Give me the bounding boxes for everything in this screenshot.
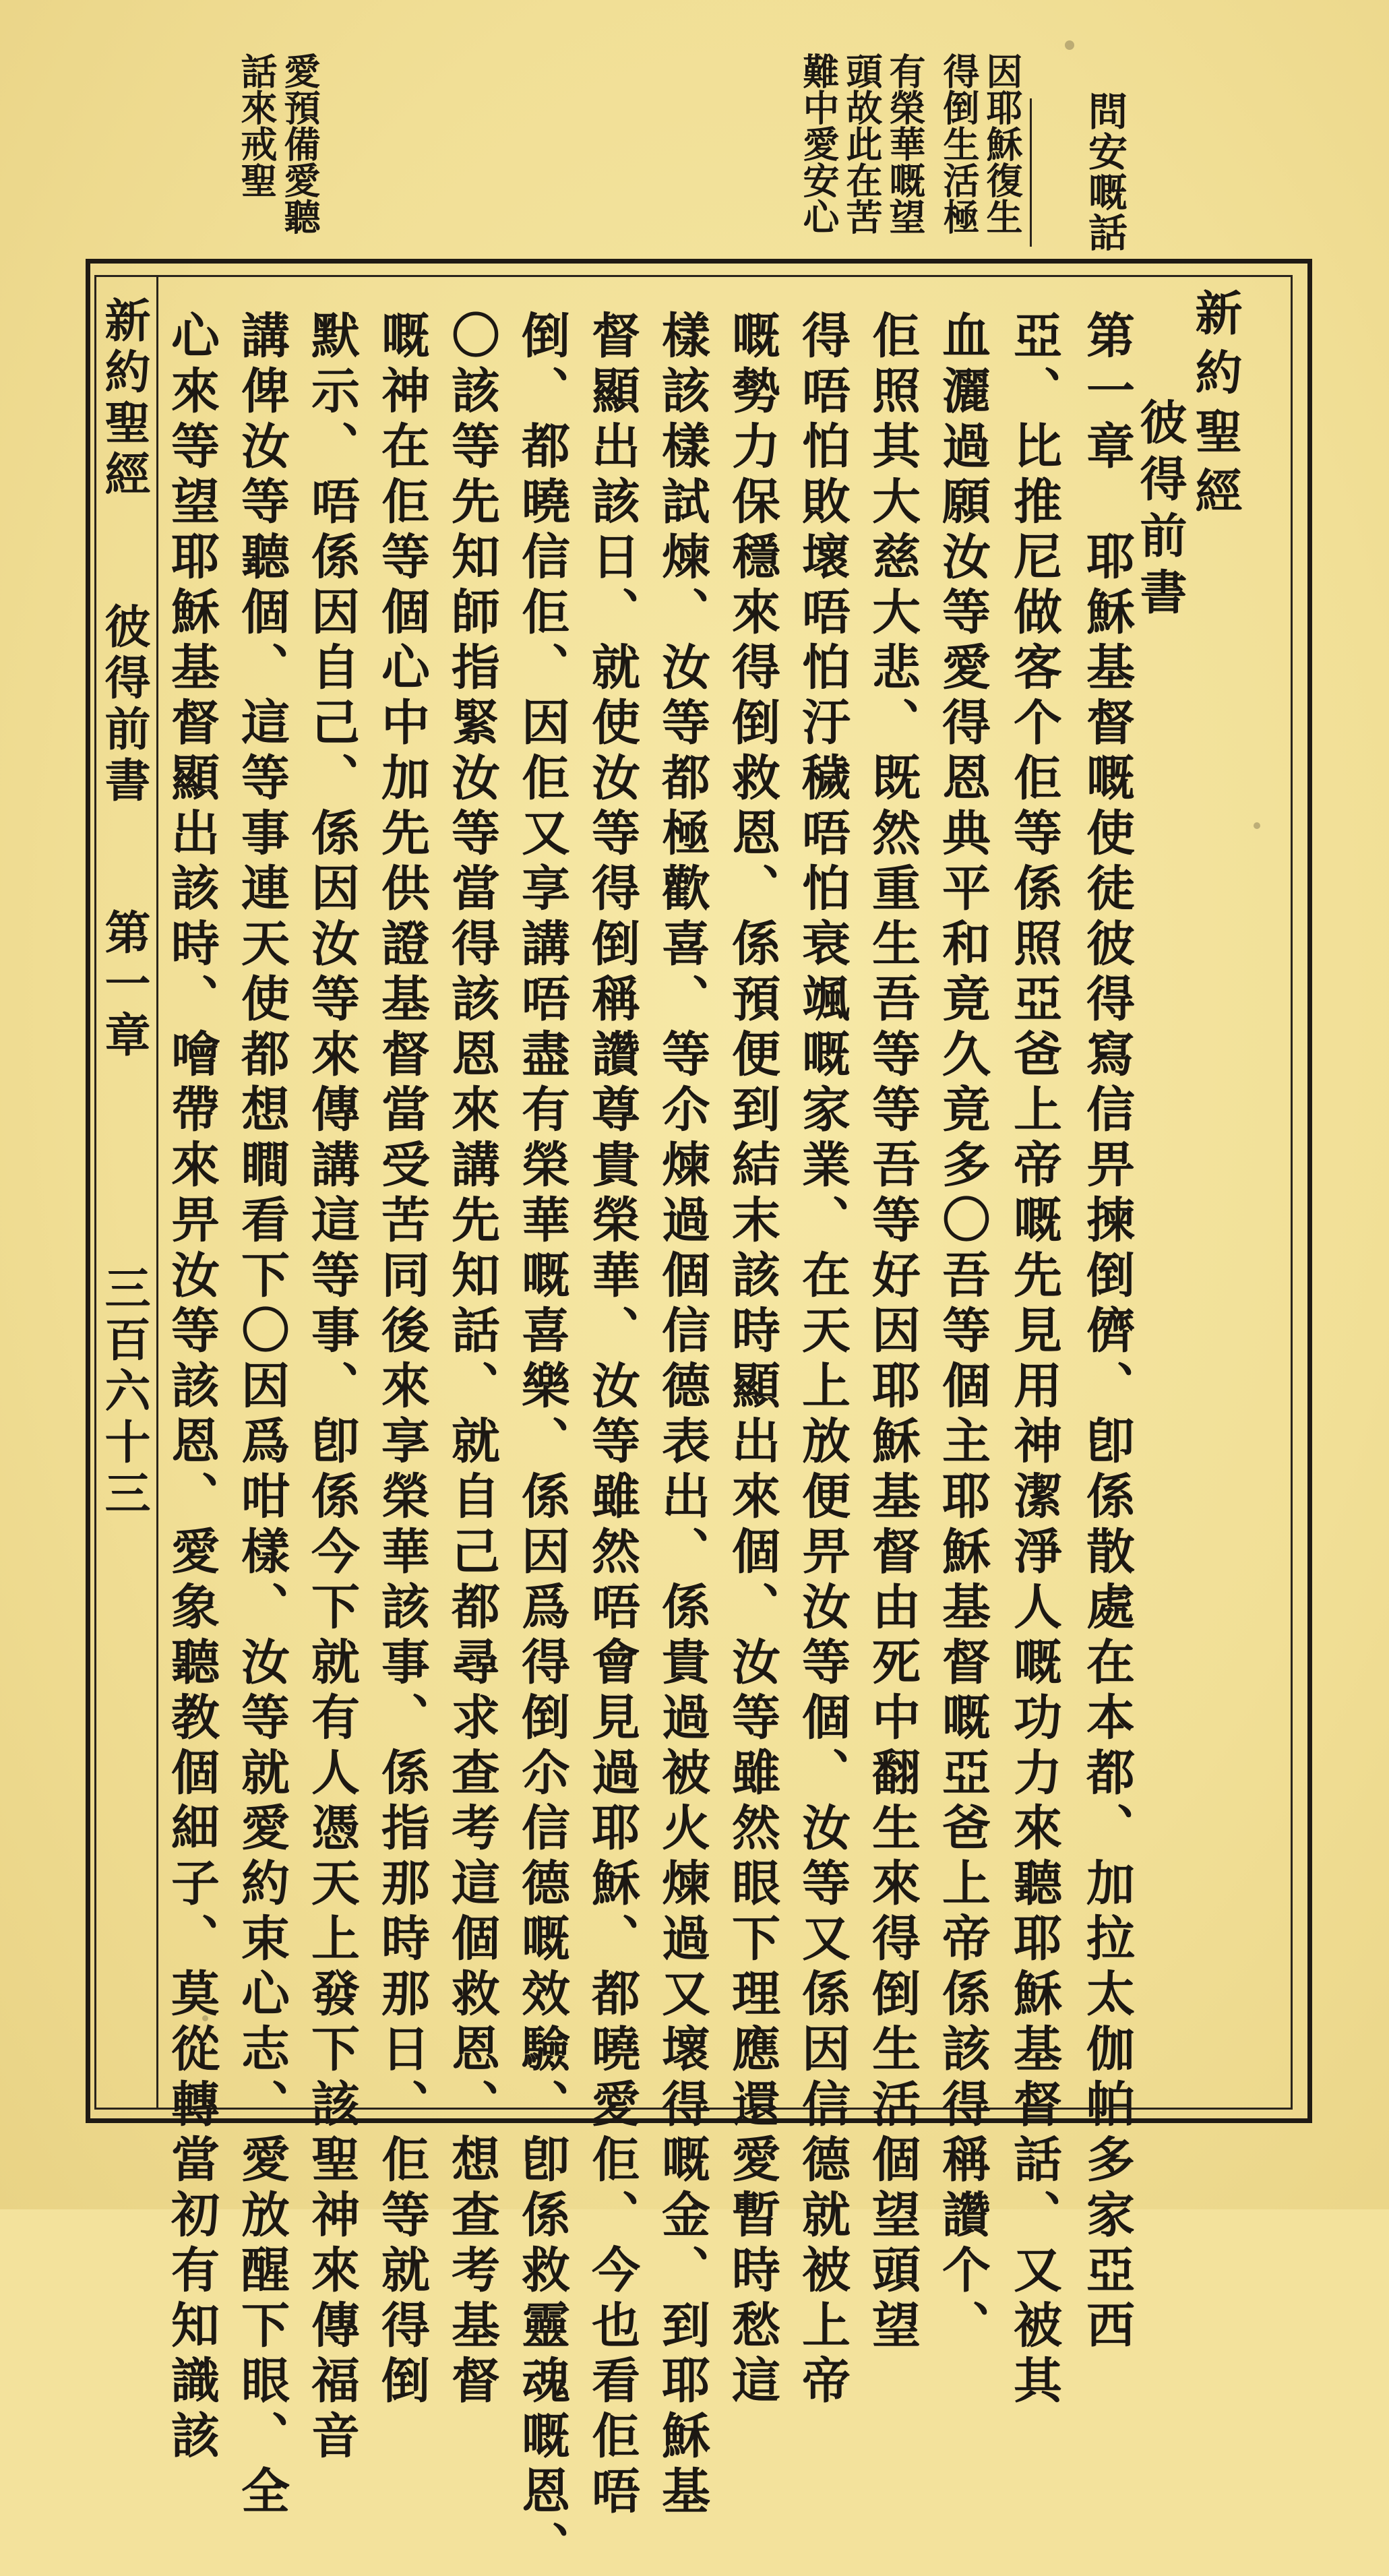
- page-number: 三百六十三: [97, 1264, 151, 1521]
- headnote-rule: [1030, 98, 1032, 247]
- headnote-column: 有榮華嘅望: [884, 53, 927, 235]
- headnote-column: 頭故此在苦: [840, 53, 884, 235]
- text-column: 倒、都曉信佢、因佢又享講唔盡有榮華嘅喜樂、係因爲得倒尒信德嘅效驗、卽係救靈魂嘅恩、: [514, 310, 571, 2576]
- headnote-column: 因耶穌復生: [981, 53, 1024, 235]
- chapter-title: 彼得前書: [1132, 398, 1188, 624]
- text-column: 佢照其大慈大悲、既然重生吾等等吾等好因耶穌基督由死中翻生來得倒生活個望頭望: [864, 310, 921, 2355]
- text-column: 督顯出該日、就使汝等得倒稱讚尊貴榮華、汝等雖然唔會見過耶穌、都曉愛佢、今也看佢唔: [584, 310, 641, 2521]
- margin-divider: [156, 275, 158, 2110]
- book-title: 新約聖經: [1187, 288, 1243, 526]
- text-column: 樣該樣試煉、汝等都極歡喜、等尒煉過個信德表出、係貴過被火煉過又壞得嘅金、到耶穌基: [654, 310, 711, 2521]
- margin-chapter-number: 第一章: [97, 909, 151, 1062]
- paper-speck: [1065, 40, 1074, 50]
- text-column: 第一章 耶穌基督嘅使徒彼得寫信畀揀倒儕、卽係散處在本都、加拉太伽帕多家亞西: [1078, 310, 1136, 2355]
- text-column: 〇該等先知師指緊汝等當得該恩來講先知話、就自己都尋求查考這個救恩、想查考基督: [443, 310, 501, 2410]
- text-column: 講俾汝等聽個、這等事連天使都想瞷看下〇因爲咁樣、汝等就愛約束心志、愛放醒下眼、全: [233, 310, 290, 2521]
- text-column: 嘅神在佢等個心中加先供證基督當受苦同後來享榮華該事、係指那時那日、佢等就得倒: [373, 310, 431, 2410]
- headnote-column: 難中愛安心: [797, 53, 840, 235]
- text-column: 心來等望耶穌基督顯出該時、噲帶來畀汝等該恩、愛象聽教個細子、莫從轉當初有知識該: [163, 310, 220, 2465]
- headnote-column: 得倒生活極: [937, 53, 981, 235]
- text-column: 嘅勢力保穩來得倒救恩、係預便到結末該時顯出來個、汝等雖然眼下理應還愛暫時愁這: [724, 310, 781, 2410]
- margin-chapter-title: 彼得前書: [97, 603, 151, 807]
- headnote-column: 話來戒聖: [235, 53, 278, 198]
- text-column: 亞、比推尼做客个佢等係照亞爸上帝嘅先見用神潔淨人嘅功力來聽耶穌基督話、又被其: [1006, 310, 1063, 2410]
- text-column: 血灑過願汝等愛得恩典平和竟久竟多〇吾等個主耶穌基督嘅亞爸上帝係該得稱讚个、: [934, 310, 991, 2355]
- text-column: 得唔怕敗壞唔怕汙穢唔怕衰颯嘅家業、在天上放便畀汝等個、汝等又係因信德就被上帝: [794, 310, 851, 2410]
- margin-book-title: 新約聖經: [97, 297, 151, 501]
- headnote-title: 問安嘅話: [1082, 91, 1128, 253]
- text-column: 默示、唔係因自己、係因汝等來傳講這等事、卽係今下就有人憑天上發下該聖神來傳福音: [303, 310, 361, 2465]
- headnote-column: 愛預備愛聽: [278, 53, 321, 235]
- margin-footer: [97, 297, 151, 1521]
